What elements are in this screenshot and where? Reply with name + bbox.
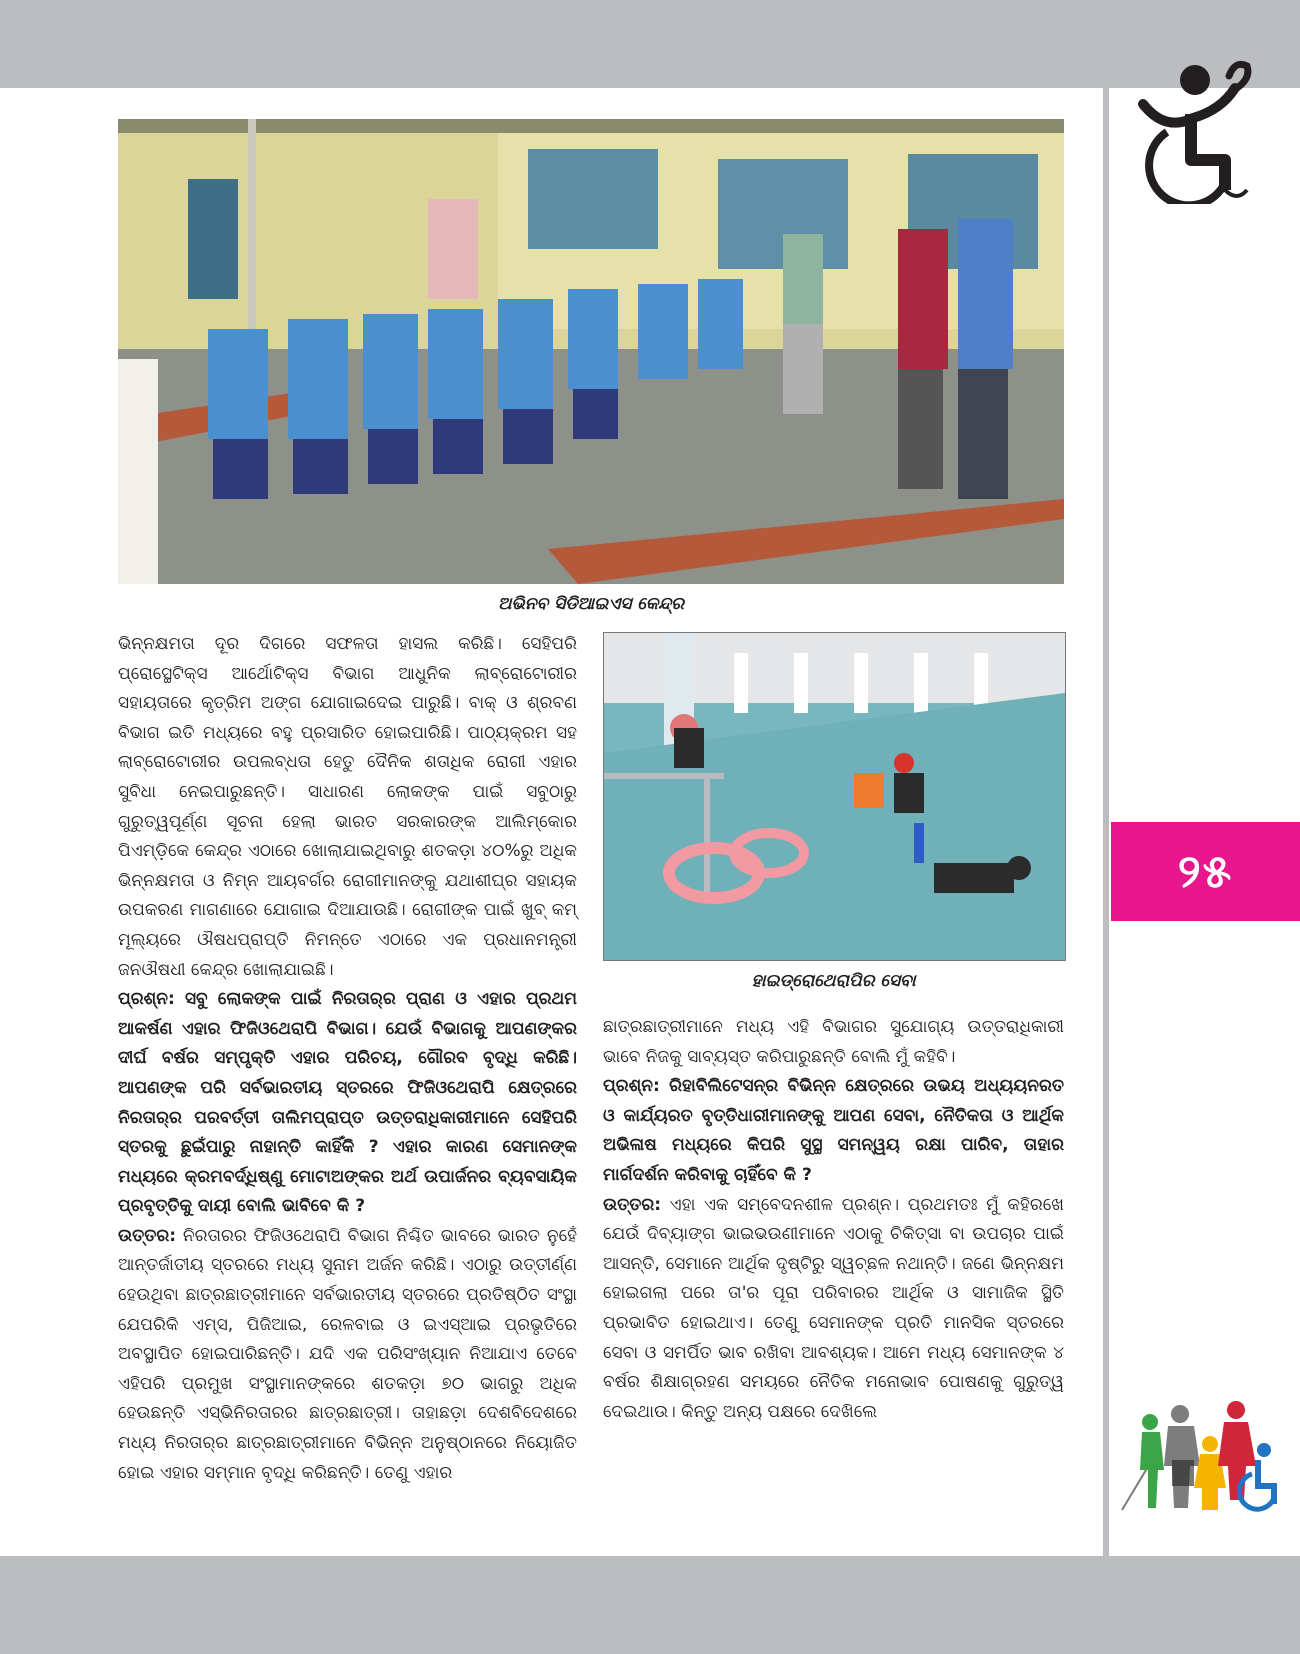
margin-divider [1103,88,1109,1556]
page-number: ୨୫ [1177,843,1234,898]
answer-text: ଏହା ଏକ ସମ୍ବେଦନଶୀଳ ପ୍ରଶ୍ନ। ପ୍ରଥମତଃ ମୁଁ କହିରଖେ ଯେଉଁ ଦିବ୍ୟାଙ୍ଗ ଭାଇଭଉଣୀମାନେ ଏଠାକୁ ଚିକିତ୍ସା ବା ଉପଚାର ପାଇଁ ଆସନ୍ତି, ସେମାନେ ଆର୍ଥିକ ଦୃଷ୍ଟିରୁ ସ୍ୱଚ୍ଛଳ ନଥାନ୍ତି। ଜଣେ ଭିନ୍ନକ୍ଷମ ହୋଇଗଲା ପରେ ତା'ର ପୂରା ପରିବାରର ଆର୍ଥିକ ଓ ସାମାଜିକ ସ୍ଥିତି ପ୍ରଭାବିତ ହୋଇଥାଏ। ତେଣୁ ସେମାନଙ୍କ ପ୍ରତି ମାନସିକ ସ୍ତରରେ ସେବା ଓ ସମର୍ପିତ ଭାବ ରଖିବା ଆବଶ୍ୟକ। ଆମେ ମଧ୍ୟ ସେମାନଙ୍କ ୪ ବର୍ଷର ଶିକ୍ଷାଗ୍ରହଣ ସମୟରେ ନୈତିକ ମନୋଭାବ ପୋଷଣକୁ ଗୁରୁତ୍ୱ ଦେଇଥାଉ। କିନ୍ତୁ ଅନ୍ୟ ପକ୍ଷରେ ଦେଖିଲେ [603,1194,1064,1422]
interview-answer [118,1222,577,1488]
paragraph: ଛାତ୍ରଛାତ୍ରୀମାନେ ମଧ୍ୟ ଏହି ବିଭାଗର ସୁଯୋଗ୍ୟ ଉତ୍ତରାଧିକାରୀ ଭାବେ ନିଜକୁ ସାବ୍ୟସ୍ତ କରିପାରୁଛନ୍ତି ବୋଲି ମୁଁ କହିବି। [603,1017,1064,1067]
answer-label: ଉତ୍ତର: [118,1225,177,1246]
page-number-box [1111,822,1300,921]
article-column-right [603,1013,1064,1427]
paragraph: ଭିନ୍ନକ୍ଷମତା ଦୂର ଦିଗରେ ସଫଳତା ହାସଲ କରିଛି। ସେହିପରି ପ୍ରୋସ୍ଥେଟିକ୍ସ ଆର୍ଥୋଟିକ୍ସ ବିଭାଗ ଆଧୁନିକ ଲାବ୍ରୋଟୋରୀର ସହାୟତାରେ କୃତ୍ରିମ ଅଙ୍ଗ ଯୋଗାଇଦେଇ ପାରୁଛି। ବାକ୍ ଓ ଶ୍ରବଣ ବିଭାଗ ଇତି ମଧ୍ୟରେ ବହୁ ପ୍ରସାରିତ ହୋଇପାରିଛି। ପାଠ୍ୟକ୍ରମ ସହ ଲାବ୍ରୋଟୋରୀର ଉପଲବ୍ଧତା ହେତୁ ଦୈନିକ ଶତାଧିକ ରୋଗୀ ଏହାର ସୁବିଧା ନେଇପାରୁଛନ୍ତି। ସାଧାରଣ ଲୋକଙ୍କ ପାଇଁ ସବୁଠାରୁ ଗୁରୁତ୍ୱପୂର୍ଣ୍ଣ ସୂଚନା ହେଲା ଭାରତ ସରକାରଙ୍କ ଆଲିମ୍‌କୋର ପିଏମ୍‌ଡ଼ିକେ କେନ୍ଦ୍ର ଏଠାରେ ଖୋଲାଯାଇଥିବାରୁ ଶତକଡ଼ା ୪୦%ରୁ ଅଧିକ ଭିନ୍ନକ୍ଷମତା ଓ ନିମ୍ନ ଆୟବର୍ଗର ରୋଗୀମାନଙ୍କୁ ଯଥାଶୀଘ୍ର ସହାୟକ ଉପକରଣ ମାଗଣାରେ ଯୋଗାଇ ଦିଆଯାଉଛି। ରୋଗୀଙ୍କ ପାଇଁ ଖୁବ୍ କମ୍ ମୂଲ୍ୟରେ ଔଷଧପ୍ରାପ୍ତି ନିମନ୍ତେ ଏଠାରେ ଏକ ପ୍ରଧାନମନ୍ତ୍ରୀ ଜନଔଷଧୀ କେନ୍ଦ୍ର ଖୋଲାଯାଇଛି। [118,634,577,980]
top-photo [118,119,1064,584]
pool-photo-caption: ହାଇଡ୍ରୋଥେରାପିର ସେବା [751,971,916,991]
interview-question: ପ୍ରଶ୍ନ: ରିହାବିଲିଟେସନ୍‌ର ବିଭିନ୍ନ କ୍ଷେତ୍ରରେ ଉଭୟ ଅଧ୍ୟୟନରତ ଓ କାର୍ଯ୍ୟରତ ବୃତ୍ତିଧାରୀମାନଙ୍କୁ ଆପଣ ସେବା, ନୈତିକତା ଓ ଆର୍ଥିକ ଅଭିଳାଷ ମଧ୍ୟରେ କିପରି ସୁସ୍ଥ ସମନ୍ୱୟ ରକ୍ଷା ପାରିବ, ତାହାର ମାର୍ଗଦର୍ଶନ କରିବାକୁ ଚାହିଁବେ କି ? [603,1076,1064,1185]
interview-question: ପ୍ରଶ୍ନ: ସବୁ ଲୋକଙ୍କ ପାଇଁ ନିରତାର୍‌ର ପ୍ରାଣ ଓ ଏହାର ପ୍ରଥମ ଆକର୍ଷଣ ଏହାର ଫିଜିଓଥେରାପି ବିଭାଗ। ଯେଉଁ ବିଭାଗକୁ ଆପଣଙ୍କର ଦୀର୍ଘ ବର୍ଷର ସମ୍ପୃକ୍ତି ଏହାର ପରିଚୟ, ଗୌରବ ବୃଦ୍ଧି କରିଛି। ଆପଣଙ୍କ ପରି ସର୍ବଭାରତୀୟ ସ୍ତରରେ ଫିଜିଓଥେରାପି କ୍ଷେତ୍ରରେ ନିରତାର୍‌ର ପରବର୍ତ୍ତୀ ତାଲିମପ୍ରାପ୍ତ ଉତ୍ତରାଧିକାରୀମାନେ ସେହିପରି ସ୍ତରକୁ ଛୁଇଁପାରୁ ନାହାନ୍ତି କାହିଁକି ? ଏହାର କାରଣ ସେମାନଙ୍କ ମଧ୍ୟରେ କ୍ରମବର୍ଦ୍ଧିଷ୍ଣୁ ମୋଟାଅଙ୍କର ଅର୍ଥ ଉପାର୍ଜନର ବ୍ୟବସାୟିକ ପ୍ରବୃତ୍ତିକୁ ଦାୟୀ ବୋଲି ଭାବିବେ କି ? [118,989,577,1217]
top-band [0,0,1300,88]
top-photo-caption: ଅଭିନବ ସିଡିଆଇଏସ କେନ୍ଦ୍ର [497,594,685,614]
article-column-left [118,630,577,1488]
disability-people-icon [1118,1400,1278,1516]
answer-text: ନିରତାରର ଫିଜିଓଥେରାପି ବିଭାଗ ନିଶ୍ଚିତ ଭାବରେ ଭାରତ ନୁହେଁ ଆନ୍ତର୍ଜାତୀୟ ସ୍ତରରେ ମଧ୍ୟ ସୁନାମ ଅର୍ଜନ କରିଛି। ଏଠାରୁ ଉତ୍ତୀର୍ଣ୍ଣ ହେଉଥିବା ଛାତ୍ରଛାତ୍ରୀମାନେ ସର୍ବଭାରତୀୟ ସ୍ତରରେ ପ୍ରତିଷ୍ଠିତ ସଂସ୍ଥା ଯେପରିକି ଏମ୍ସ, ପିଜିଆଇ, ରେଳବାଇ ଓ ଇଏସ୍‌ଆଇ ପ୍ରଭୃତିରେ ଅବସ୍ଥାପିତ ହୋଇପାରିଛନ୍ତି। ଯଦି ଏକ ପରିସଂଖ୍ୟାନ ନିଆଯାଏ ତେବେ ଏହିପରି ପ୍ରମୁଖ ସଂସ୍ଥାମାନଙ୍କରେ ଶତକଡ଼ା ୭୦ ଭାଗରୁ ଅଧିକ ହେଉଛନ୍ତି ଏସ୍‌ଭିନିରତାରର ଛାତ୍ରଛାତ୍ରୀ। ତାହାଛଡ଼ା ଦେଶବିଦେଶରେ ମଧ୍ୟ ନିରତାର୍‌ର ଛାତ୍ରଛାତ୍ରୀମାନେ ବିଭିନ୍ନ ଅନୁଷ୍ଠାନରେ ନିୟୋଜିତ ହୋଇ ଏହାର ସମ୍ମାନ ବୃଦ୍ଧି କରିଛନ୍ତି। ତେଣୁ ଏହାର [118,1225,577,1483]
interview-answer [603,1191,1064,1428]
wheelchair-icon [1125,52,1255,204]
answer-label: ଉତ୍ତର: [603,1194,662,1215]
pool-photo [603,632,1066,961]
bottom-band [0,1556,1300,1654]
